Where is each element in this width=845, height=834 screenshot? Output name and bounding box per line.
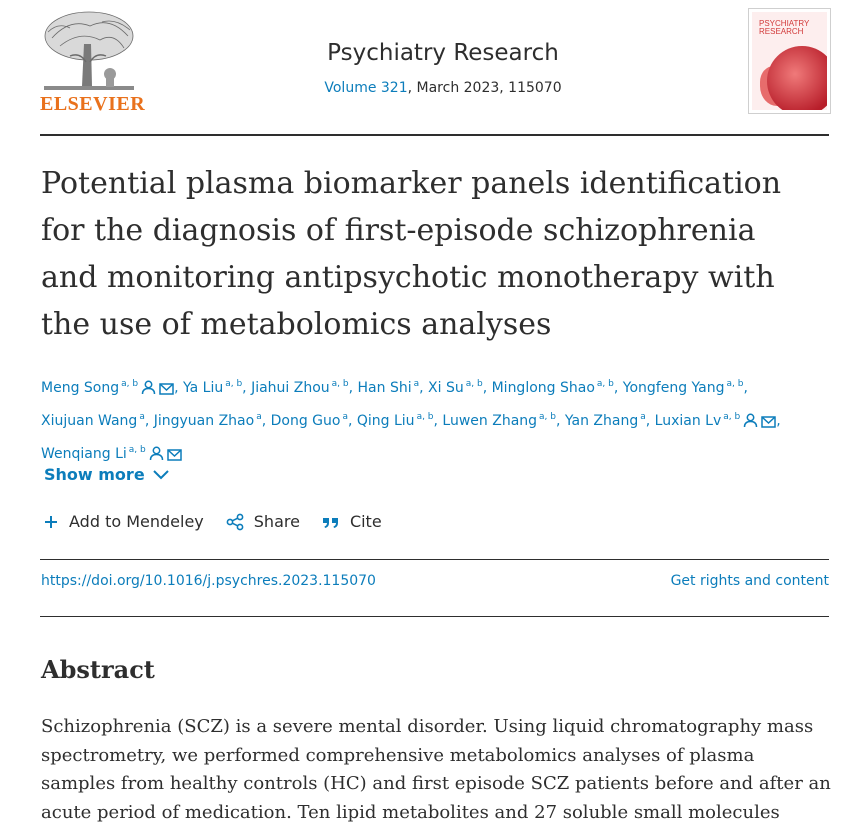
author-separator: , (347, 413, 357, 429)
cover-head-silhouette (767, 46, 827, 110)
abstract-text: Schizophrenia (SCZ) is a severe mental disorder. Using liquid chromatography mass spectrometry, we performed comprehensive metabolomics analyses of plasma samples from healthy controls (HC) and first episode SCZ patients before and after an acute period of medication. Ten lipid metabolites and 27 soluble small molecules (41, 716, 831, 823)
author-affiliation-marker[interactable]: a (256, 412, 262, 422)
author-separator: , (743, 380, 748, 396)
cite-button[interactable] (322, 512, 382, 531)
author-item[interactable] (41, 380, 174, 396)
author-affiliation-marker[interactable]: a (342, 412, 348, 422)
author-item[interactable] (251, 380, 349, 396)
author-name-link[interactable]: Wenqiang Li (41, 446, 127, 462)
author-item[interactable] (358, 380, 420, 396)
author-affiliation-marker[interactable]: a, b (121, 379, 139, 389)
share-label: Share (253, 512, 300, 531)
envelope-icon[interactable] (761, 411, 776, 437)
article-actions (43, 512, 404, 531)
author-affiliation-marker[interactable]: a, b (416, 412, 434, 422)
person-icon[interactable] (743, 411, 758, 437)
author-name-link[interactable]: Luwen Zhang (442, 413, 538, 429)
author-affiliation-marker[interactable]: a, b (539, 412, 556, 422)
author-name-link[interactable]: Dong Guo (270, 413, 341, 429)
issue-details: , March 2023, 115070 (407, 80, 562, 96)
author-item[interactable] (41, 413, 145, 429)
author-item[interactable] (655, 413, 777, 429)
author-name-link[interactable]: Luxian Lv (654, 413, 722, 429)
author-item[interactable] (154, 413, 262, 429)
author-separator: , (645, 413, 655, 429)
author-name-link[interactable]: Yongfeng Yang (622, 380, 725, 396)
author-affiliation-marker[interactable]: a, b (331, 379, 349, 389)
author-separator: , (242, 380, 252, 396)
author-name-link[interactable]: Xiujuan Wang (41, 413, 138, 429)
author-item[interactable] (565, 413, 646, 429)
author-name-link[interactable]: Jiahui Zhou (251, 380, 330, 396)
author-item[interactable] (428, 380, 483, 396)
doi-divider (40, 616, 829, 617)
author-affiliation-marker[interactable]: a (413, 379, 420, 389)
author-item[interactable] (442, 413, 556, 429)
author-separator: , (482, 380, 492, 396)
author-separator: , (144, 413, 154, 429)
journal-title (160, 40, 726, 66)
cover-art (752, 12, 827, 110)
author-name-link[interactable]: Han Shi (357, 380, 412, 396)
author-item[interactable] (492, 380, 614, 396)
share-button[interactable] (226, 512, 300, 531)
author-separator: , (433, 413, 443, 429)
chevron-down-icon (153, 470, 169, 480)
journal-title-link[interactable]: Psychiatry Research (327, 40, 559, 66)
envelope-icon[interactable] (159, 378, 174, 404)
author-affiliation-marker[interactable]: a, b (128, 445, 146, 455)
author-affiliation-marker[interactable]: a, b (726, 379, 744, 389)
author-separator: , (261, 413, 271, 429)
show-more-button[interactable] (44, 465, 169, 484)
author-affiliation-marker[interactable]: a (640, 412, 646, 422)
author-name-link[interactable]: Minglong Shao (491, 380, 595, 396)
author-separator: , (776, 413, 781, 429)
author-affiliation-marker[interactable]: a, b (596, 379, 614, 389)
article-title: Potential plasma biomarker panels identification for the diagnosis of first-episode schizophrenia and monitoring antipsychotic monotherapy with the use of metabolomics analyses (41, 166, 782, 342)
author-separator: , (419, 380, 429, 396)
author-name-link[interactable]: Xi Su (428, 380, 464, 396)
author-item[interactable] (183, 380, 242, 396)
author-affiliation-marker[interactable]: a (139, 412, 145, 422)
author-item[interactable] (623, 380, 744, 396)
author-affiliation-marker[interactable]: a, b (465, 379, 483, 389)
rights-link[interactable]: Get rights and content (670, 573, 829, 589)
cover-title: PSYCHIATRY RESEARCH (759, 19, 810, 36)
author-separator: , (556, 413, 565, 429)
volume-link[interactable]: Volume 321 (324, 80, 408, 96)
plus-icon (43, 514, 59, 530)
quote-icon (322, 515, 340, 529)
author-separator: , (348, 380, 358, 396)
header-divider (40, 134, 829, 136)
person-icon[interactable] (141, 378, 156, 404)
author-name-link[interactable]: Qing Liu (356, 413, 415, 429)
issue-info (160, 80, 726, 96)
show-more-label: Show more (44, 465, 145, 484)
add-to-mendeley-label: Add to Mendeley (69, 512, 204, 531)
share-icon (226, 513, 244, 531)
author-name-link[interactable]: Jingyuan Zhao (153, 413, 255, 429)
author-affiliation-marker[interactable]: a, b (723, 412, 741, 422)
cite-label: Cite (349, 512, 382, 531)
actions-divider (40, 559, 829, 560)
publisher-wordmark: ELSEVIER (40, 93, 146, 115)
author-separator: , (174, 380, 183, 396)
journal-cover-thumbnail[interactable] (748, 8, 831, 114)
author-item[interactable] (271, 413, 348, 429)
author-name-link[interactable]: Meng Song (41, 380, 120, 396)
author-item[interactable] (357, 413, 434, 429)
author-separator: , (613, 380, 623, 396)
author-name-link[interactable]: Yan Zhang (564, 413, 639, 429)
author-item[interactable] (41, 446, 182, 462)
doi-link[interactable]: https://doi.org/10.1016/j.psychres.2023.115070 (41, 573, 376, 589)
abstract-heading: Abstract (41, 655, 155, 684)
envelope-icon[interactable] (167, 444, 182, 470)
add-to-mendeley-button[interactable] (43, 512, 204, 531)
author-list (41, 371, 831, 470)
author-name-link[interactable]: Ya Liu (182, 380, 224, 396)
author-affiliation-marker[interactable]: a, b (225, 379, 243, 389)
